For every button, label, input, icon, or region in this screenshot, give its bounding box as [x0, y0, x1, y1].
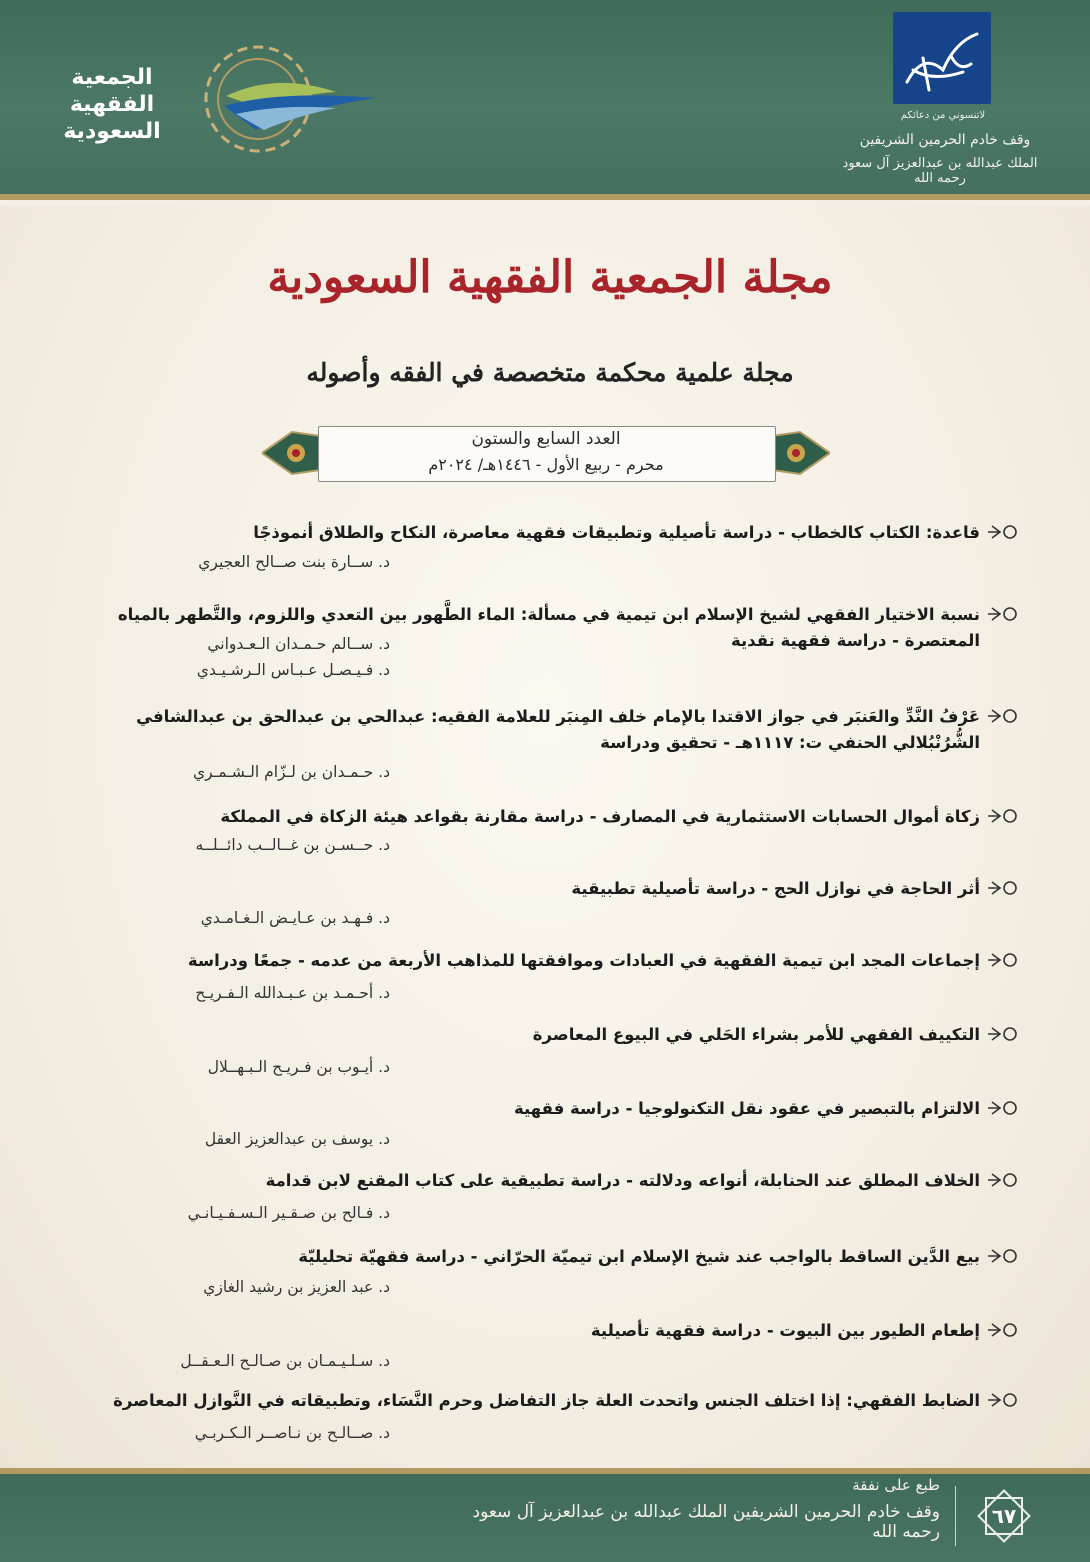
- issue-number: العدد السابع والستون: [471, 429, 621, 449]
- waqf-calligraphy-icon: [893, 12, 991, 104]
- bullet-ornament-icon: [986, 1390, 1020, 1410]
- article-author: د. حـمـدان بن لـزّام الـشـمـري: [193, 763, 390, 781]
- article-author: د. سـلـيـمـان بن صـالـح الـعـقــل: [180, 1352, 390, 1370]
- article-author: د. يوسف بن عبدالعزيز العقل: [204, 1130, 390, 1148]
- waqf-name-line-2: الملك عبدالله بن عبدالعزيز آل سعود رحمه الله: [842, 156, 1038, 186]
- article-title: أثر الحاجة في نوازل الحج - دراسة تأصيلية تطبيقية: [571, 879, 980, 898]
- bullet-ornament-icon: [986, 806, 1020, 826]
- article-author: د. حــسـن بن غــالــب دائــلــه: [195, 836, 390, 854]
- society-name-line: الجمعية: [71, 65, 153, 90]
- article-title: التكييف الفقهي للأمر بشراء الحَلي في البيوع المعاصرة: [532, 1025, 980, 1044]
- article-author: د. أيـوب بن فـريـح الـبـهــلال: [207, 1058, 390, 1076]
- article-title: عَرْفُ النَّدِّ والعَنبَر في جواز الاقتدا بالإمام خلف المِنبَر للعلامة الفقيه: عبدالحي بن عبدالحق بن عبدالشافي الشُّرُنْبُلالي الحنفي ت: ١١١٧هـ - تحقيق ودراسة: [136, 707, 980, 752]
- article-author: د. أحـمـد بن عـبـدالله الـفـريـح: [195, 984, 390, 1002]
- article-author: د. عبد العزيز بن رشيد الغازي: [203, 1278, 390, 1296]
- waqf-logo: [893, 12, 991, 104]
- waqf-tagline: لاتنسوني من دعائكم: [900, 110, 986, 121]
- article-title: إطعام الطيور بين البيوت - دراسة فقهية تأصيلية: [590, 1321, 980, 1340]
- society-name: [52, 64, 172, 145]
- article-author: د. ســارة بنت صــالح العجيري: [198, 553, 390, 571]
- society-book-emblem-icon: [186, 34, 386, 164]
- article-author: د. ســالم حـمـدان الـعـدواني: [207, 635, 390, 653]
- ornament-left-icon: [262, 432, 320, 474]
- footer-waqf-name: وقف خادم الحرمين الشريفين الملك عبدالله بن عبدالعزيز آل سعود رحمه الله: [472, 1502, 940, 1542]
- article-title: الالتزام بالتبصير في عقود نقل التكنولوجيا - دراسة فقهية: [513, 1099, 980, 1118]
- bullet-ornament-icon: [986, 1246, 1020, 1266]
- article-title: بيع الدَّين الساقط بالواجب عند شيخ الإسلام ابن تيميّة الحرّاني - دراسة فقهيّة تحليليّة: [298, 1247, 980, 1266]
- bullet-ornament-icon: [986, 1098, 1020, 1118]
- article-author: د. فـيـصـل عـبـاس الـرشـيـدي: [196, 661, 390, 679]
- journal-subtitle: مجلة علمية محكمة متخصصة في الفقه وأصوله: [306, 358, 794, 387]
- article-author: د. صــالـح بن نـاصــر الـكـربـي: [194, 1424, 390, 1442]
- page-number-badge: [972, 1484, 1036, 1548]
- bullet-ornament-icon: [986, 522, 1020, 542]
- article-title: نسبة الاختيار الفقهي لشيخ الإسلام ابن تيمية في مسألة: الماء الطَّهور بين التعدي واللزوم، والتَّطهر بالمياه المعتصرة - دراسة فقهية نقدية: [117, 605, 980, 650]
- article-title: الخلاف المطلق عند الحنابلة، أنواعه ودلالته - دراسة تطبيقية على كتاب المقنع لابن قدامة: [265, 1171, 980, 1190]
- page-number: ٦٧: [991, 1504, 1017, 1528]
- bullet-ornament-icon: [986, 950, 1020, 970]
- bullet-ornament-icon: [986, 1170, 1020, 1190]
- article-title: زكاة أموال الحسابات الاستثمارية في المصارف - دراسة مقارنة بقواعد هيئة الزكاة في المملكة: [220, 807, 980, 826]
- issue-date: محرم - ربيع الأول - ١٤٤٦هـ/ ٢٠٢٤م: [428, 455, 664, 474]
- bullet-ornament-icon: [986, 878, 1020, 898]
- bullet-ornament-icon: [986, 1024, 1020, 1044]
- article-author: د. فـالح بن صـقـير الـسـفـيـانـي: [187, 1204, 390, 1222]
- footer-printed-by: طبع على نفقة: [852, 1476, 940, 1494]
- society-name-line: السعودية: [63, 119, 161, 144]
- waqf-name-line-1: وقف خادم الحرمين الشريفين: [859, 132, 1031, 148]
- article-title: إجماعات المجد ابن تيمية الفقهية في العبادات وموافقتها للمذاهب الأربعة من عدمه - جمعًا ودراسة: [187, 951, 980, 970]
- bullet-ornament-icon: [986, 604, 1020, 624]
- content-paper: [0, 206, 1090, 1468]
- bullet-ornament-icon: [986, 706, 1020, 726]
- society-name-line: الفقهية: [69, 92, 155, 117]
- article-author: د. فـهـد بن عـايـض الـغـامـدي: [200, 909, 390, 927]
- ornament-right-icon: [772, 432, 830, 474]
- journal-title: مجلة الجمعية الفقهية السعودية: [267, 252, 833, 303]
- article-title: الضابط الفقهي: إذا اختلف الجنس واتحدت العلة جاز التفاضل وحرم النَّسَاء، وتطبيقاته في النَّوازل المعاصرة: [113, 1391, 980, 1410]
- footer-divider: [955, 1486, 956, 1546]
- bullet-ornament-icon: [986, 1320, 1020, 1340]
- article-title: قاعدة: الكتاب كالخطاب - دراسة تأصيلية وتطبيقات فقهية معاصرة، النكاح والطلاق أنموذجًا: [253, 523, 980, 542]
